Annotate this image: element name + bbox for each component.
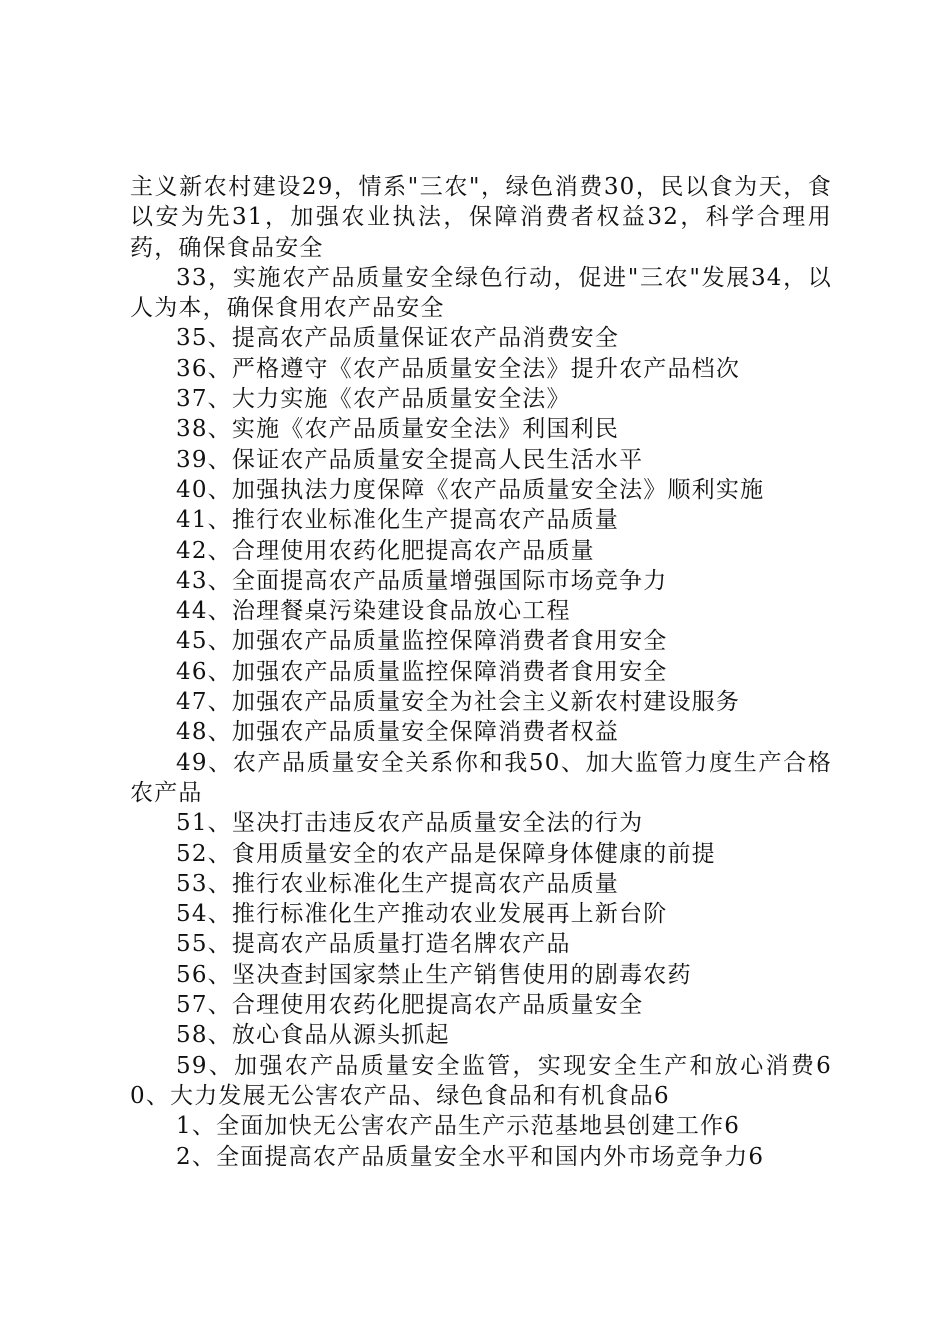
- list-item: 51、坚决打击违反农产品质量安全法的行为: [176, 810, 644, 837]
- list-item: 53、推行农业标准化生产提高农产品质量: [176, 870, 620, 897]
- list-item: 2、全面提高农产品质量安全水平和国内外市场竞争力6: [176, 1143, 765, 1170]
- list-item: 56、坚决查封国家禁止生产销售使用的剧毒农药: [176, 961, 692, 988]
- list-item: 44、治理餐桌污染建设食品放心工程: [176, 598, 571, 625]
- list-item: 36、严格遵守《农产品质量安全法》提升农产品档次: [176, 355, 741, 382]
- list-item: 59、加强农产品质量安全监管，实现安全生产和放心消费60、大力发展无公害农产品、绿色食品和有机食品6: [130, 1052, 832, 1109]
- list-item: 38、实施《农产品质量安全法》利国利民: [176, 416, 620, 443]
- list-item: 52、食用质量安全的农产品是保障身体健康的前提: [176, 840, 716, 867]
- paragraph: 主义新农村建设29，情系"三农"，绿色消费30，民以食为天，食以安为先31，加强农业执法，保障消费者权益32，科学合理用药，确保食品安全: [130, 174, 832, 261]
- list-item: 35、提高农产品质量保证农产品消费安全: [176, 325, 620, 352]
- list-item: 43、全面提高农产品质量增强国际市场竞争力: [176, 567, 668, 594]
- list-item: 57、合理使用农药化肥提高农产品质量安全: [176, 992, 644, 1019]
- list-item: 46、加强农产品质量监控保障消费者食用安全: [176, 658, 668, 685]
- list-item: 40、加强执法力度保障《农产品质量安全法》顺利实施: [176, 476, 765, 503]
- list-item: 47、加强农产品质量安全为社会主义新农村建设服务: [176, 689, 741, 716]
- list-item: 39、保证农产品质量安全提高人民生活水平: [176, 446, 644, 473]
- list-item: 45、加强农产品质量监控保障消费者食用安全: [176, 628, 668, 655]
- list-item: 42、合理使用农药化肥提高农产品质量: [176, 537, 595, 564]
- list-item: 48、加强农产品质量安全保障消费者权益: [176, 719, 620, 746]
- list-item: 1、全面加快无公害农产品生产示范基地县创建工作6: [176, 1113, 741, 1140]
- list-item: 49、农产品质量安全关系你和我50、加大监管力度生产合格农产品: [130, 749, 832, 806]
- document-body: [130, 172, 832, 1172]
- list-item: 41、推行农业标准化生产提高农产品质量: [176, 507, 620, 534]
- list-item: 54、推行标准化生产推动农业发展再上新台阶: [176, 901, 668, 928]
- list-item: 37、大力实施《农产品质量安全法》: [176, 386, 571, 413]
- list-item: 55、提高农产品质量打造名牌农产品: [176, 931, 571, 958]
- paragraph: 33，实施农产品质量安全绿色行动，促进"三农"发展34，以人为本，确保食用农产品安全: [130, 264, 832, 322]
- list-item: 58、放心食品从源头抓起: [176, 1022, 450, 1049]
